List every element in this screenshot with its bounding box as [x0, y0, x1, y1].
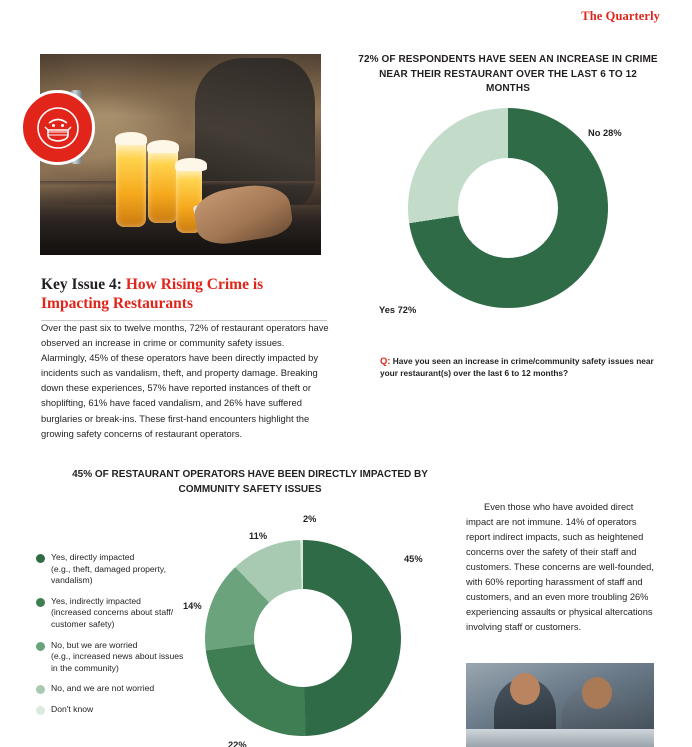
question-prefix: Q: [380, 355, 391, 366]
legend-swatch-icon [36, 706, 45, 715]
legend-swatch-icon [36, 642, 45, 651]
key-issue-headline-1: How Rising Crime is [125, 276, 264, 293]
legend-label: No, but we are worried (e.g., increased news about issues in the community) [51, 639, 184, 673]
legend-item [36, 552, 208, 587]
legend-item [36, 596, 208, 631]
legend-label: Don't know [51, 703, 94, 714]
chart2-label-22: 22% [228, 740, 247, 747]
chart1-label-no: No 28% [588, 128, 622, 138]
person-with-mask-icon [20, 90, 95, 165]
legend-label: Yes, indirectly impacted (increased concerns about staff/ customer safety) [51, 595, 174, 629]
chart1-label-yes: Yes 72% [379, 305, 417, 315]
body-paragraph: Over the past six to twelve months, 72% of restaurant operators have observed an increase in crime or community safety issues. Alarmingly, 45% of these operators have been directly impacted by incidents such as vandalism, theft, and property damage. Breaking down these experiences, 57% have reported instances of theft or shoplifting, 61% have faced vandalism, and 26% have suffered burglaries or break-ins. These first-hand encounters highlight the growing safety concerns of restaurant operators. [41, 322, 329, 439]
side-paragraph: Even those who have avoided direct impact are not immune. 14% of operators report indirect impacts, such as heightened concerns over the safety of their staff and customers. These concerns are well-founded, with 60% reporting harassment of staff and customers, and an even more troubling 26% experiencing assaults or physical altercations involving staff or customers. [466, 502, 654, 632]
legend-item [36, 640, 208, 675]
chart2-title: 45% OF RESTAURANT OPERATORS HAVE BEEN DIRECTLY IMPACTED BY COMMUNITY SAFETY ISSUES [72, 469, 428, 495]
chart2-label-11: 11% [249, 531, 268, 541]
chart1-donut [408, 108, 608, 308]
key-issue-headline-2: Impacting Restaurants [41, 295, 193, 312]
legend-item [36, 704, 208, 716]
chart2-legend [36, 552, 208, 725]
legend-swatch-icon [36, 554, 45, 563]
chart2-label-45: 45% [404, 554, 423, 564]
chart1-donut-hole [458, 158, 558, 258]
legend-swatch-icon [36, 685, 45, 694]
legend-label: No, and we are not worried [51, 683, 155, 694]
legend-item [36, 683, 208, 695]
photo-person-two-head [582, 677, 612, 709]
photo-person-one-head [510, 673, 540, 705]
secondary-photo [466, 663, 654, 747]
section-heading [41, 275, 327, 321]
publication-title: The Quarterly [581, 9, 660, 23]
legend-swatch-icon [36, 598, 45, 607]
survey-question [380, 355, 660, 380]
photo-beer-glass [148, 149, 178, 223]
chart2-label-14: 14% [183, 601, 202, 611]
section-heading-line1 [41, 275, 327, 294]
chart2-donut [205, 540, 401, 736]
photo-desk [466, 729, 654, 747]
chart1-title: 72% OF RESPONDENTS HAVE SEEN AN INCREASE IN CRIME NEAR THEIR RESTAURANT OVER THE LAST 6 TO 12 MONTHS [358, 54, 658, 94]
chart2-label-2: 2% [303, 514, 317, 524]
chart2-donut-hole [254, 589, 352, 687]
key-issue-label: Key Issue 4: [41, 276, 122, 293]
question-text: Have you seen an increase in crime/community safety issues near your restaurant(s) over the last 6 to 12 months? [380, 356, 654, 379]
legend-label: Yes, directly impacted (e.g., theft, damaged property, vandalism) [51, 552, 166, 586]
photo-beer-glass [116, 141, 146, 227]
